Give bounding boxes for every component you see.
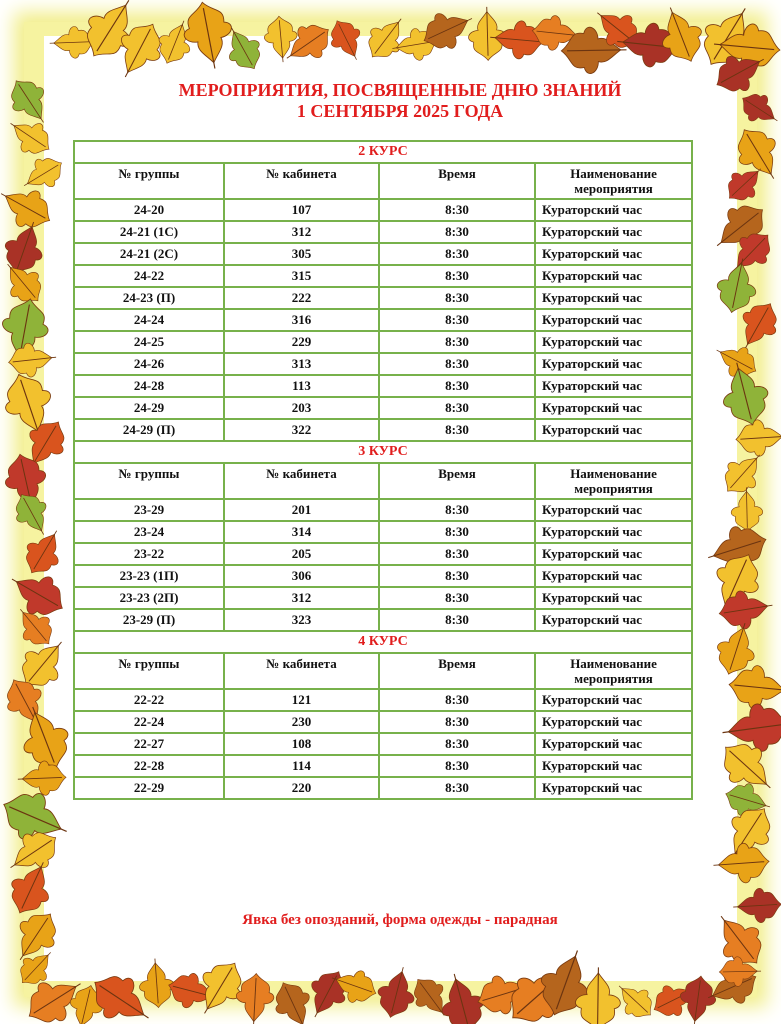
section-row <box>74 441 692 463</box>
cell-group: 23-29 <box>74 499 224 521</box>
section-title: 3 КУРС <box>74 441 692 463</box>
cell-time: 8:30 <box>379 199 535 221</box>
cell-room: 114 <box>224 755 379 777</box>
cell-event: Кураторский час <box>535 199 692 221</box>
table-row <box>74 733 692 755</box>
cell-room: 312 <box>224 587 379 609</box>
cell-time: 8:30 <box>379 287 535 309</box>
cell-event: Кураторский час <box>535 287 692 309</box>
cell-event: Кураторский час <box>535 331 692 353</box>
cell-time: 8:30 <box>379 419 535 441</box>
cell-group: 23-24 <box>74 521 224 543</box>
table-row <box>74 565 692 587</box>
section-row <box>74 141 692 163</box>
cell-room: 316 <box>224 309 379 331</box>
column-header-group: № группы <box>74 463 224 499</box>
table-row <box>74 711 692 733</box>
cell-room: 113 <box>224 375 379 397</box>
cell-room: 312 <box>224 221 379 243</box>
cell-room: 121 <box>224 689 379 711</box>
cell-room: 322 <box>224 419 379 441</box>
cell-room: 201 <box>224 499 379 521</box>
column-header-time: Время <box>379 463 535 499</box>
cell-room: 323 <box>224 609 379 631</box>
cell-group: 23-29 (П) <box>74 609 224 631</box>
column-header-event: Наименование мероприятия <box>535 653 692 689</box>
cell-group: 24-26 <box>74 353 224 375</box>
cell-event: Кураторский час <box>535 609 692 631</box>
cell-time: 8:30 <box>379 711 535 733</box>
cell-group: 22-29 <box>74 777 224 799</box>
cell-event: Кураторский час <box>535 309 692 331</box>
table-row <box>74 689 692 711</box>
column-header-row <box>74 653 692 689</box>
cell-group: 24-28 <box>74 375 224 397</box>
cell-group: 24-25 <box>74 331 224 353</box>
cell-group: 23-22 <box>74 543 224 565</box>
cell-group: 22-24 <box>74 711 224 733</box>
column-header-room: № кабинета <box>224 463 379 499</box>
cell-event: Кураторский час <box>535 375 692 397</box>
table-row <box>74 777 692 799</box>
cell-event: Кураторский час <box>535 243 692 265</box>
table-row <box>74 353 692 375</box>
column-header-event: Наименование мероприятия <box>535 463 692 499</box>
table-row <box>74 397 692 419</box>
column-header-time: Время <box>379 163 535 199</box>
column-header-row <box>74 463 692 499</box>
column-header-event: Наименование мероприятия <box>535 163 692 199</box>
cell-event: Кураторский час <box>535 689 692 711</box>
cell-event: Кураторский час <box>535 265 692 287</box>
section-title: 4 КУРС <box>74 631 692 653</box>
cell-time: 8:30 <box>379 309 535 331</box>
cell-room: 108 <box>224 733 379 755</box>
cell-time: 8:30 <box>379 609 535 631</box>
cell-room: 230 <box>224 711 379 733</box>
cell-room: 222 <box>224 287 379 309</box>
cell-group: 22-22 <box>74 689 224 711</box>
cell-room: 305 <box>224 243 379 265</box>
cell-time: 8:30 <box>379 777 535 799</box>
section-row <box>74 631 692 653</box>
section-title: 2 КУРС <box>74 141 692 163</box>
cell-event: Кураторский час <box>535 353 692 375</box>
table-row <box>74 309 692 331</box>
table-row <box>74 419 692 441</box>
table-row <box>74 499 692 521</box>
cell-time: 8:30 <box>379 397 535 419</box>
cell-group: 23-23 (1П) <box>74 565 224 587</box>
cell-event: Кураторский час <box>535 521 692 543</box>
column-header-room: № кабинета <box>224 163 379 199</box>
cell-room: 306 <box>224 565 379 587</box>
cell-time: 8:30 <box>379 521 535 543</box>
cell-group: 24-22 <box>74 265 224 287</box>
cell-event: Кураторский час <box>535 733 692 755</box>
cell-event: Кураторский час <box>535 419 692 441</box>
cell-event: Кураторский час <box>535 777 692 799</box>
cell-room: 313 <box>224 353 379 375</box>
cell-group: 24-21 (2С) <box>74 243 224 265</box>
column-header-time: Время <box>379 653 535 689</box>
cell-event: Кураторский час <box>535 499 692 521</box>
table-row <box>74 543 692 565</box>
cell-room: 107 <box>224 199 379 221</box>
page-title <box>80 80 720 122</box>
cell-time: 8:30 <box>379 265 535 287</box>
cell-group: 24-29 <box>74 397 224 419</box>
cell-time: 8:30 <box>379 353 535 375</box>
table-row <box>74 375 692 397</box>
cell-time: 8:30 <box>379 499 535 521</box>
cell-group: 23-23 (2П) <box>74 587 224 609</box>
cell-group: 22-27 <box>74 733 224 755</box>
schedule-table <box>73 140 693 800</box>
cell-room: 229 <box>224 331 379 353</box>
cell-event: Кураторский час <box>535 543 692 565</box>
title-line-1: МЕРОПРИЯТИЯ, ПОСВЯЩЕННЫЕ ДНЮ ЗНАНИЙ <box>178 80 622 100</box>
cell-room: 203 <box>224 397 379 419</box>
cell-time: 8:30 <box>379 221 535 243</box>
table-row <box>74 287 692 309</box>
cell-time: 8:30 <box>379 243 535 265</box>
cell-event: Кураторский час <box>535 397 692 419</box>
title-line-2: 1 СЕНТЯБРЯ 2025 ГОДА <box>296 101 504 121</box>
column-header-room: № кабинета <box>224 653 379 689</box>
column-header-group: № группы <box>74 653 224 689</box>
cell-event: Кураторский час <box>535 587 692 609</box>
cell-time: 8:30 <box>379 733 535 755</box>
column-header-row <box>74 163 692 199</box>
cell-time: 8:30 <box>379 565 535 587</box>
cell-room: 314 <box>224 521 379 543</box>
cell-time: 8:30 <box>379 331 535 353</box>
table-row <box>74 587 692 609</box>
table-row <box>74 243 692 265</box>
cell-room: 315 <box>224 265 379 287</box>
cell-room: 205 <box>224 543 379 565</box>
table-row <box>74 755 692 777</box>
cell-event: Кураторский час <box>535 221 692 243</box>
cell-time: 8:30 <box>379 543 535 565</box>
table-row <box>74 265 692 287</box>
table-row <box>74 331 692 353</box>
attendance-note: Явка без опозданий, форма одежды - парадная <box>242 912 558 928</box>
cell-group: 22-28 <box>74 755 224 777</box>
cell-room: 220 <box>224 777 379 799</box>
table-row <box>74 199 692 221</box>
table-row <box>74 221 692 243</box>
cell-time: 8:30 <box>379 755 535 777</box>
cell-group: 24-24 <box>74 309 224 331</box>
cell-group: 24-23 (П) <box>74 287 224 309</box>
cell-event: Кураторский час <box>535 711 692 733</box>
table-row <box>74 521 692 543</box>
column-header-group: № группы <box>74 163 224 199</box>
cell-event: Кураторский час <box>535 755 692 777</box>
cell-time: 8:30 <box>379 689 535 711</box>
cell-time: 8:30 <box>379 587 535 609</box>
cell-time: 8:30 <box>379 375 535 397</box>
table-row <box>74 609 692 631</box>
cell-event: Кураторский час <box>535 565 692 587</box>
cell-group: 24-21 (1С) <box>74 221 224 243</box>
cell-group: 24-29 (П) <box>74 419 224 441</box>
cell-group: 24-20 <box>74 199 224 221</box>
